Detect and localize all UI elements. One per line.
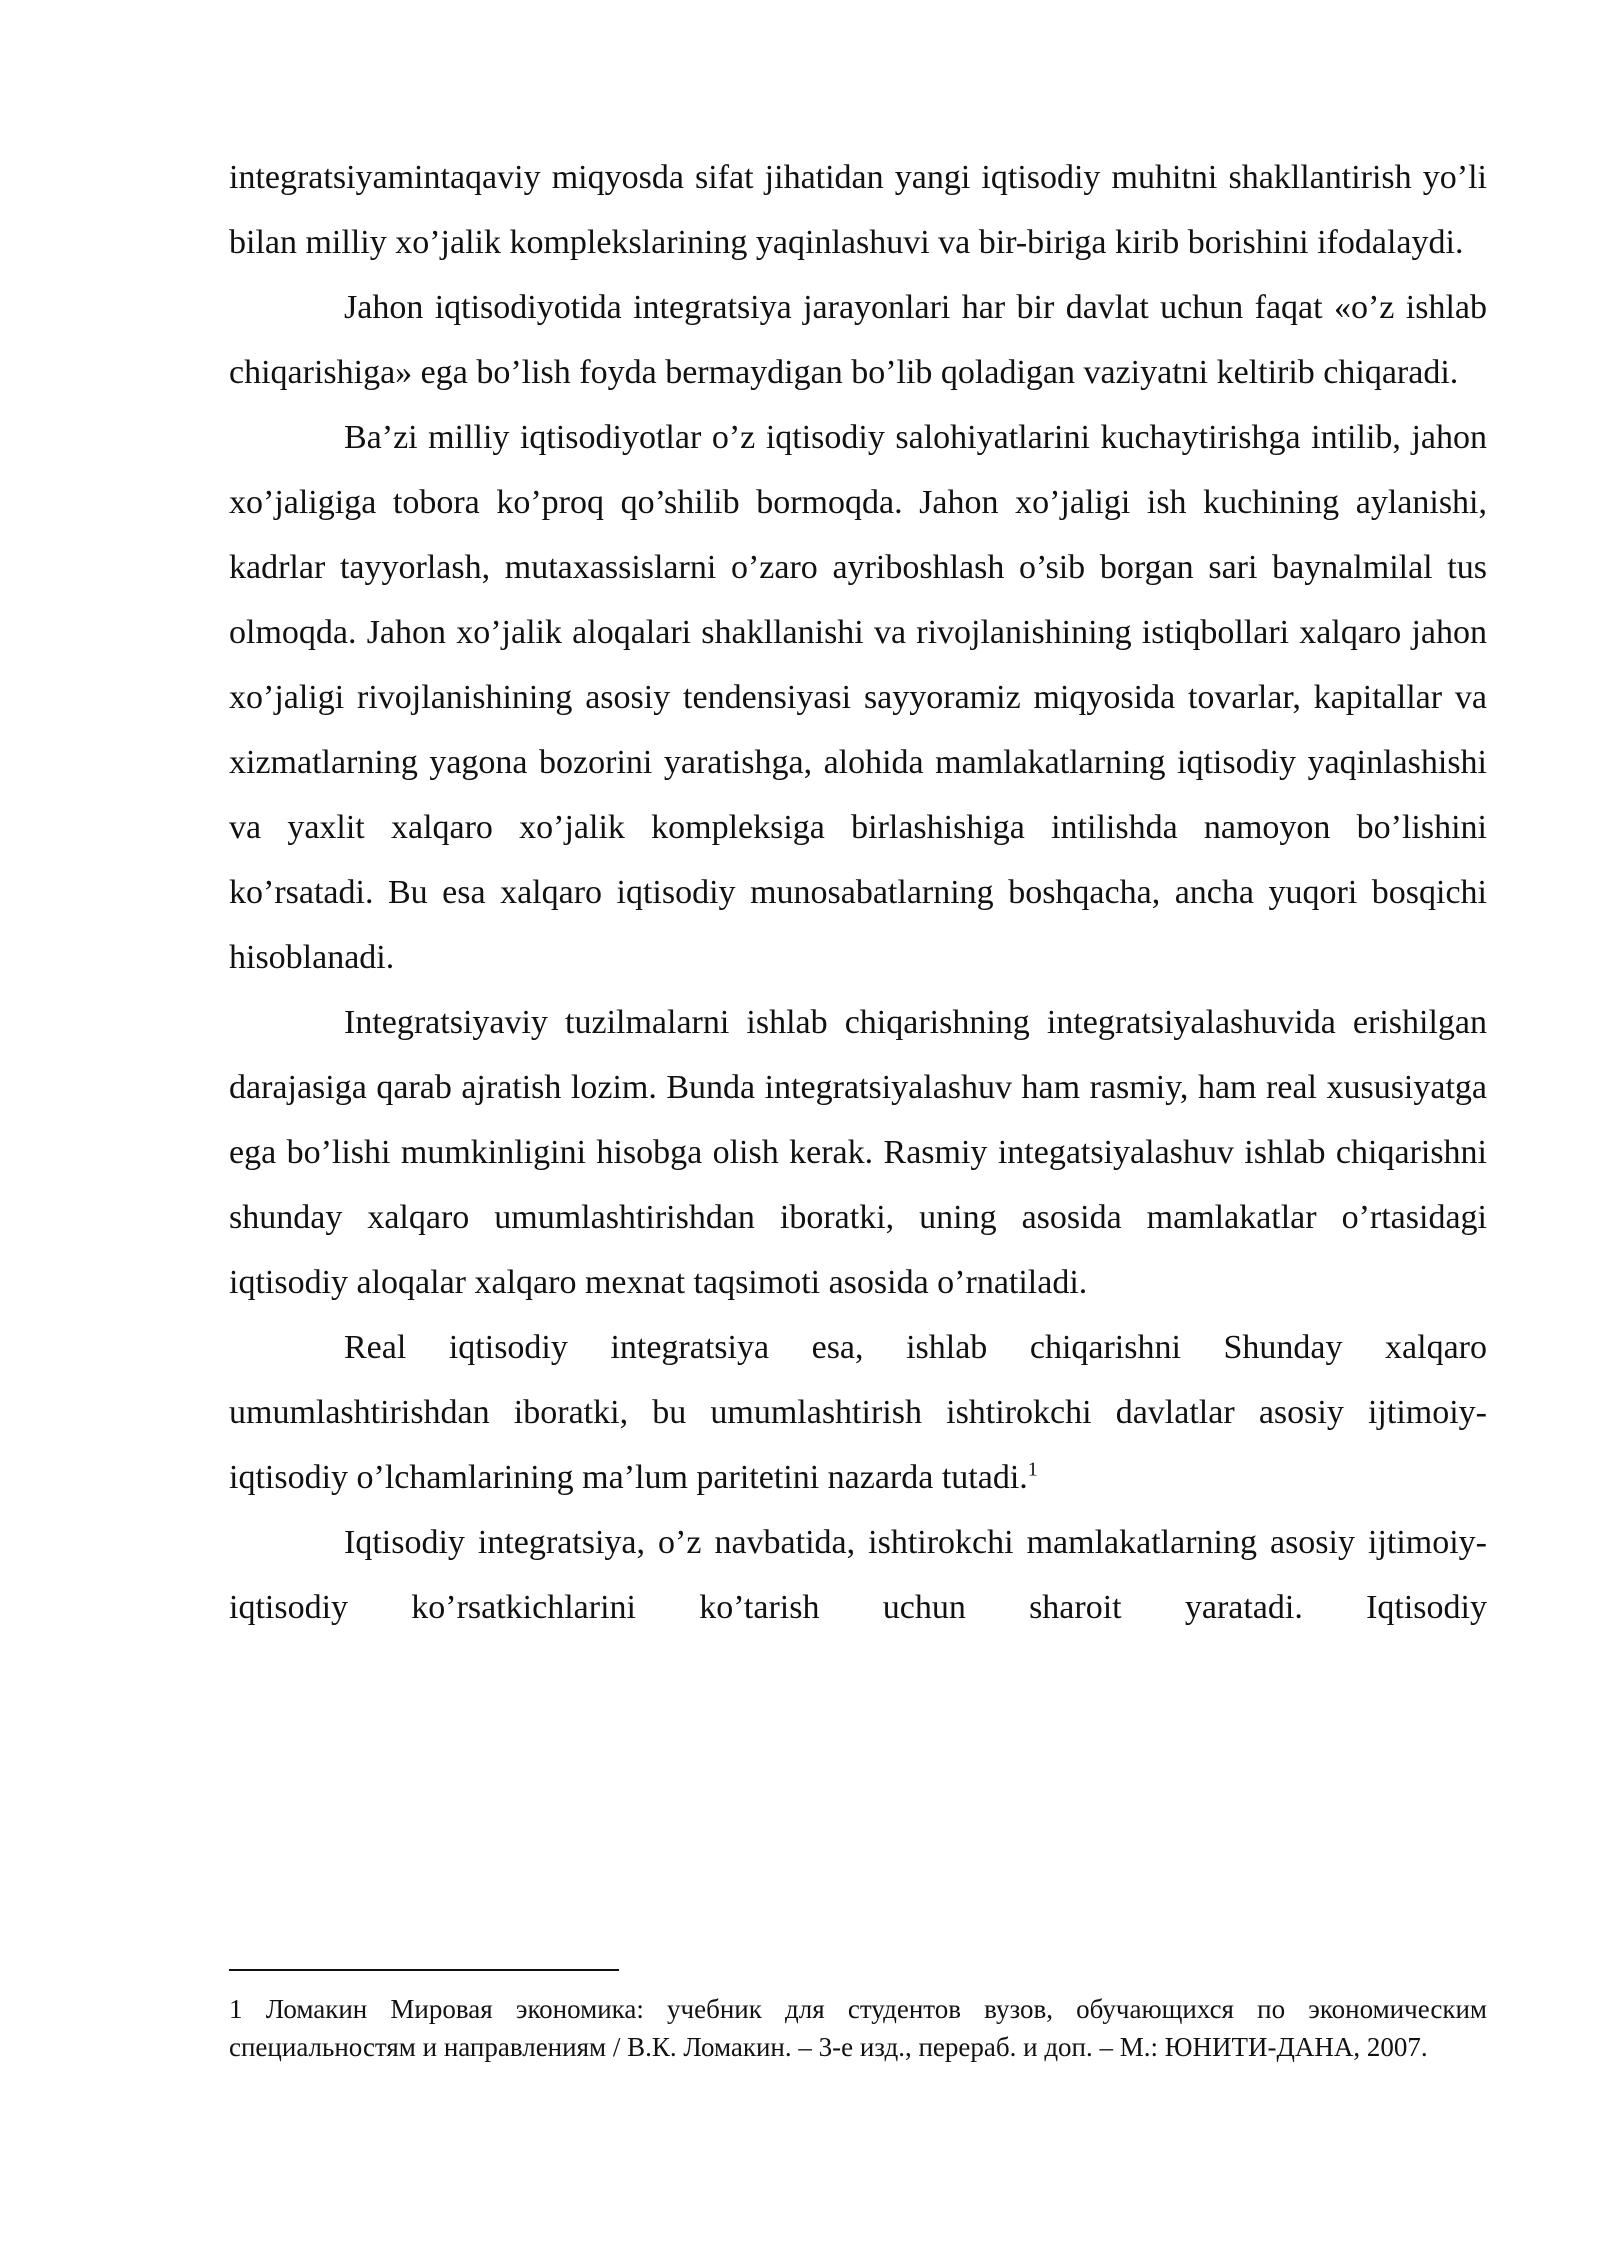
paragraph-text: Real iqtisodiy integratsiya esa, ishlab chiqarishni Shunday xalqaro umumlashtirishdan iboratki, bu umumlashtirish ishtirokchi davlatlar asosiy ijtimoiy-iqtisodiy o’lchamlarining ma’lum paritetini nazarda tutadi.: [229, 1329, 1487, 1496]
paragraph: Integratsiyaviy tuzilmalarni ishlab chiqarishning integratsiyalashuvida erishilgan darajasiga qarab ajratish lozim. Bunda integratsiyalashuv ham rasmiy, ham real xususiyatga ega bo’lishi mumkinligini hisobga olish kerak. Rasmiy integatsiyalashuv ishlab chiqarishni shunday xalqaro umumlashtirishdan iboratki, uning asosida mamlakatlar o’rtasidagi iqtisodiy aloqalar xalqaro mexnat taqsimoti asosida o’rnatiladi.: [229, 1004, 1487, 1301]
paragraph-continued: integratsiyamintaqaviy miqyosda sifat jihatidan yangi iqtisodiy muhitni shakllantirish yo’li bilan milliy xo’jalik komplekslarining yaqinlashuvi va bir-biriga kirib borishini ifodalaydi.: [229, 159, 1487, 261]
paragraph: Ba’zi milliy iqtisodiyotlar o’z iqtisodiy salohiyatlarini kuchaytirishga intilib, jahon xo’jaligiga tobora ko’proq qo’shilib bormoqda. Jahon xo’jaligi ish kuchining aylanishi, kadrlar tayyorlash, mutaxassislarni o’zaro ayriboshlash o’sib borgan sari baynalmilal tus olmoqda. Jahon xo’jalik aloqalari shakllanishi va rivojlanishining istiqbollari xalqaro jahon xo’jaligi rivojlanishining asosiy tendensiyasi sayyoramiz miqyosida tovarlar, kapitallar va xizmatlarning yagona bozorini yaratishga, alohida mamlakatlarning iqtisodiy yaqinlashishi va yaxlit xalqaro xo’jalik kompleksiga birlashishiga intilishda namoyon bo’lishini ko’rsatadi. Bu esa xalqaro iqtisodiy munosabatlarning boshqacha, ancha yuqori bosqichi hisoblanadi.: [229, 419, 1487, 976]
footnote-text: Ломакин Мировая экономика: учебник для студентов вузов, обучающихся по экономическим специальностям и направлениям / В.К. Ломакин. – 3-е изд., перераб. и доп. – М.: ЮНИТИ-ДАНА, 2007.: [229, 1994, 1487, 2062]
footnote-reference[interactable]: 1: [1027, 1458, 1038, 1481]
paragraph: Jahon iqtisodiyotida integratsiya jarayonlari har bir davlat uchun faqat «o’z ishlab chiqarishiga» ega bo’lish foyda bermaydigan bo’lib qoladigan vaziyatni keltirib chiqaradi.: [229, 289, 1487, 391]
paragraph-with-footnote: [229, 1315, 1487, 1510]
footnote-separator: [229, 1969, 619, 1971]
footnote-number: 1: [229, 1994, 243, 2024]
paragraph-continues-next-page: Iqtisodiy integratsiya, o’z navbatida, ishtirokchi mamlakatlarning asosiy ijtimoiy-iqtisodiy ko’rsatkichlarini ko’tarish uchun sharoit yaratadi. Iqtisodiy: [229, 1524, 1487, 1626]
footnote: [229, 1990, 1487, 2066]
page-body: [229, 145, 1487, 1640]
